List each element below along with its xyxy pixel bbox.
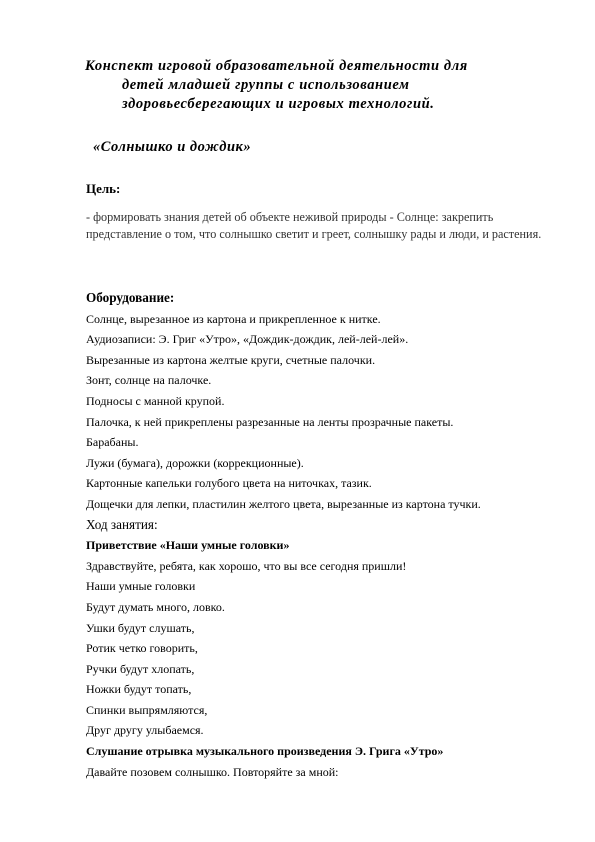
lesson-heading: Ход занятия: <box>86 516 158 532</box>
title-line: здоровьесберегающих и игровых технологий. <box>122 96 435 112</box>
equipment-item: Вырезанные из картона желтые круги, счетные палочки. <box>86 352 376 367</box>
equipment-item: Зонт, солнце на палочке. <box>86 373 212 388</box>
title-line: детей младшей группы с использованием <box>122 77 410 93</box>
poem-line: Будут думать много, ловко. <box>86 599 225 614</box>
equipment-item: Палочка, к ней прикреплены разрезанные на ленты прозрачные пакеты. <box>86 414 454 429</box>
greeting-heading: Приветствие «Наши умные головки» <box>86 538 290 553</box>
document-title <box>85 57 565 114</box>
equipment-item: Аудиозаписи: Э. Григ «Утро», «Дождик-дождик, лей-лей-лей». <box>86 332 409 347</box>
poem-line: Друг другу улыбаемся. <box>86 723 204 738</box>
listening-heading: Слушание отрывка музыкального произведения Э. Грига «Утро» <box>86 744 444 759</box>
equipment-item: Дощечки для лепки, пластилин желтого цвета, вырезанные из картона тучки. <box>86 496 481 511</box>
poem-line: Спинки выпрямляются, <box>86 702 208 717</box>
equipment-item: Барабаны. <box>86 435 139 450</box>
poem-line: Ножки будут топать, <box>86 682 192 697</box>
equipment-item: Лужи (бумага), дорожки (коррекционные). <box>86 455 304 470</box>
poem-line: Ушки будут слушать, <box>86 620 195 635</box>
listening-text: Давайте позовем солнышко. Повторяйте за мной: <box>86 764 339 779</box>
poem-line: Ручки будут хлопать, <box>86 661 195 676</box>
equipment-heading: Оборудование: <box>86 290 175 305</box>
greeting-intro: Здравствуйте, ребята, как хорошо, что вы все сегодня пришли! <box>86 558 407 573</box>
goal-heading: Цель: <box>86 181 121 196</box>
document-subtitle: «Солнышко и дождик» <box>93 139 252 155</box>
equipment-item: Подносы с манной крупой. <box>86 393 225 408</box>
equipment-item: Солнце, вырезанное из картона и прикрепленное к нитке. <box>86 311 381 326</box>
title-line: Конспект игровой образовательной деятельности для <box>85 58 468 74</box>
main-content <box>86 288 566 782</box>
poem-line: Наши умные головки <box>86 579 196 594</box>
equipment-item: Картонные капельки голубого цвета на ниточках, тазик. <box>86 476 372 491</box>
poem-line: Ротик четко говорить, <box>86 641 198 656</box>
goal-text: - формировать знания детей об объекте неживой природы - Солнце: закрепить представление о том, что солнышко светит и греет, солнышку рады и люди, и растения. <box>86 210 542 241</box>
